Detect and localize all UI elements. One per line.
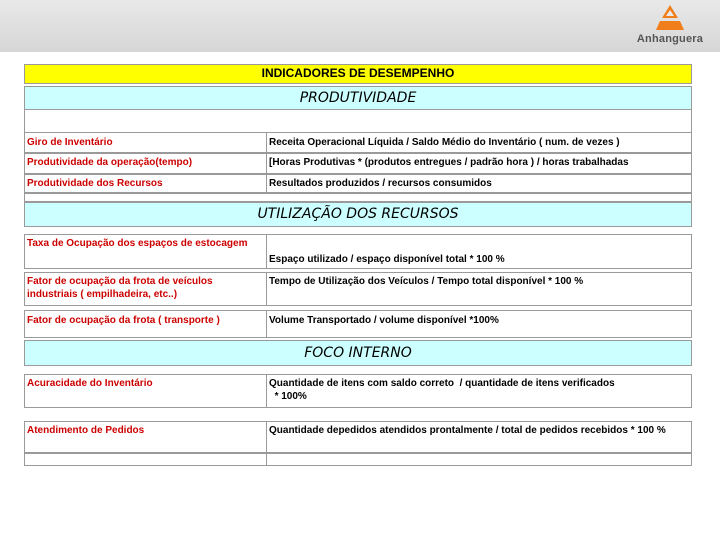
indicator-formula: Receita Operacional Líquida / Saldo Médio do Inventário ( num. de vezes ): [269, 137, 620, 148]
table-row: [24, 153, 692, 174]
empty-cell: [25, 454, 267, 465]
brand-logo: [630, 4, 710, 48]
indicator-name: Fator de ocupação da frota de veículos industriais ( empilhadeira, etc..): [25, 273, 267, 305]
indicator-name: Acuracidade do Inventário: [25, 375, 267, 407]
table-title-row: [24, 64, 692, 84]
spacer-row: [24, 453, 692, 466]
section-header-produtividade: [24, 86, 692, 110]
spacer-row: [24, 193, 692, 202]
anhanguera-logo-icon: [653, 4, 687, 32]
table-row: [24, 272, 692, 306]
section-header-foco-interno: [24, 340, 692, 366]
table-row: [24, 234, 692, 269]
indicator-name: Taxa de Ocupação dos espaços de estocagem: [25, 235, 267, 268]
indicator-name: Produtividade dos Recursos: [25, 175, 267, 192]
indicator-formula: Resultados produzidos / recursos consumidos: [269, 178, 492, 189]
spacer-row: [24, 110, 692, 132]
table-row: [24, 374, 692, 408]
indicator-name: Produtividade da operação(tempo): [25, 154, 267, 173]
header-bar: [0, 0, 720, 52]
section-title: PRODUTIVIDADE: [299, 90, 417, 106]
indicator-formula: Volume Transportado / volume disponível *100%: [269, 315, 499, 326]
table-row: [24, 421, 692, 453]
indicator-name: Giro de Inventário: [25, 133, 267, 152]
section-title: FOCO INTERNO: [304, 345, 412, 361]
brand-name: Anhanguera: [636, 33, 704, 45]
performance-indicators-table: [24, 64, 692, 464]
indicator-name: Fator de ocupação da frota ( transporte ): [25, 311, 267, 337]
indicator-formula: [Horas Produtivas * (produtos entregues / padrão hora ) / horas trabalhadas: [269, 157, 629, 168]
section-header-utilizacao: [24, 202, 692, 227]
indicator-formula: Tempo de Utilização dos Veículos / Tempo total disponível * 100 %: [269, 276, 584, 287]
table-row: [24, 174, 692, 193]
indicator-formula: Espaço utilizado / espaço disponível total * 100 %: [269, 254, 505, 265]
indicator-formula: Quantidade de itens com saldo correto / quantidade de itens verificados * 100%: [269, 378, 615, 402]
indicator-name: Atendimento de Pedidos: [25, 422, 267, 452]
table-row: [24, 132, 692, 153]
indicator-formula: Quantidade depedidos atendidos prontalmente / total de pedidos recebidos * 100 %: [269, 425, 666, 436]
section-title: UTILIZAÇÃO DOS RECURSOS: [257, 206, 459, 222]
table-row: [24, 310, 692, 338]
table-title: INDICADORES DE DESEMPENHO: [261, 66, 455, 80]
